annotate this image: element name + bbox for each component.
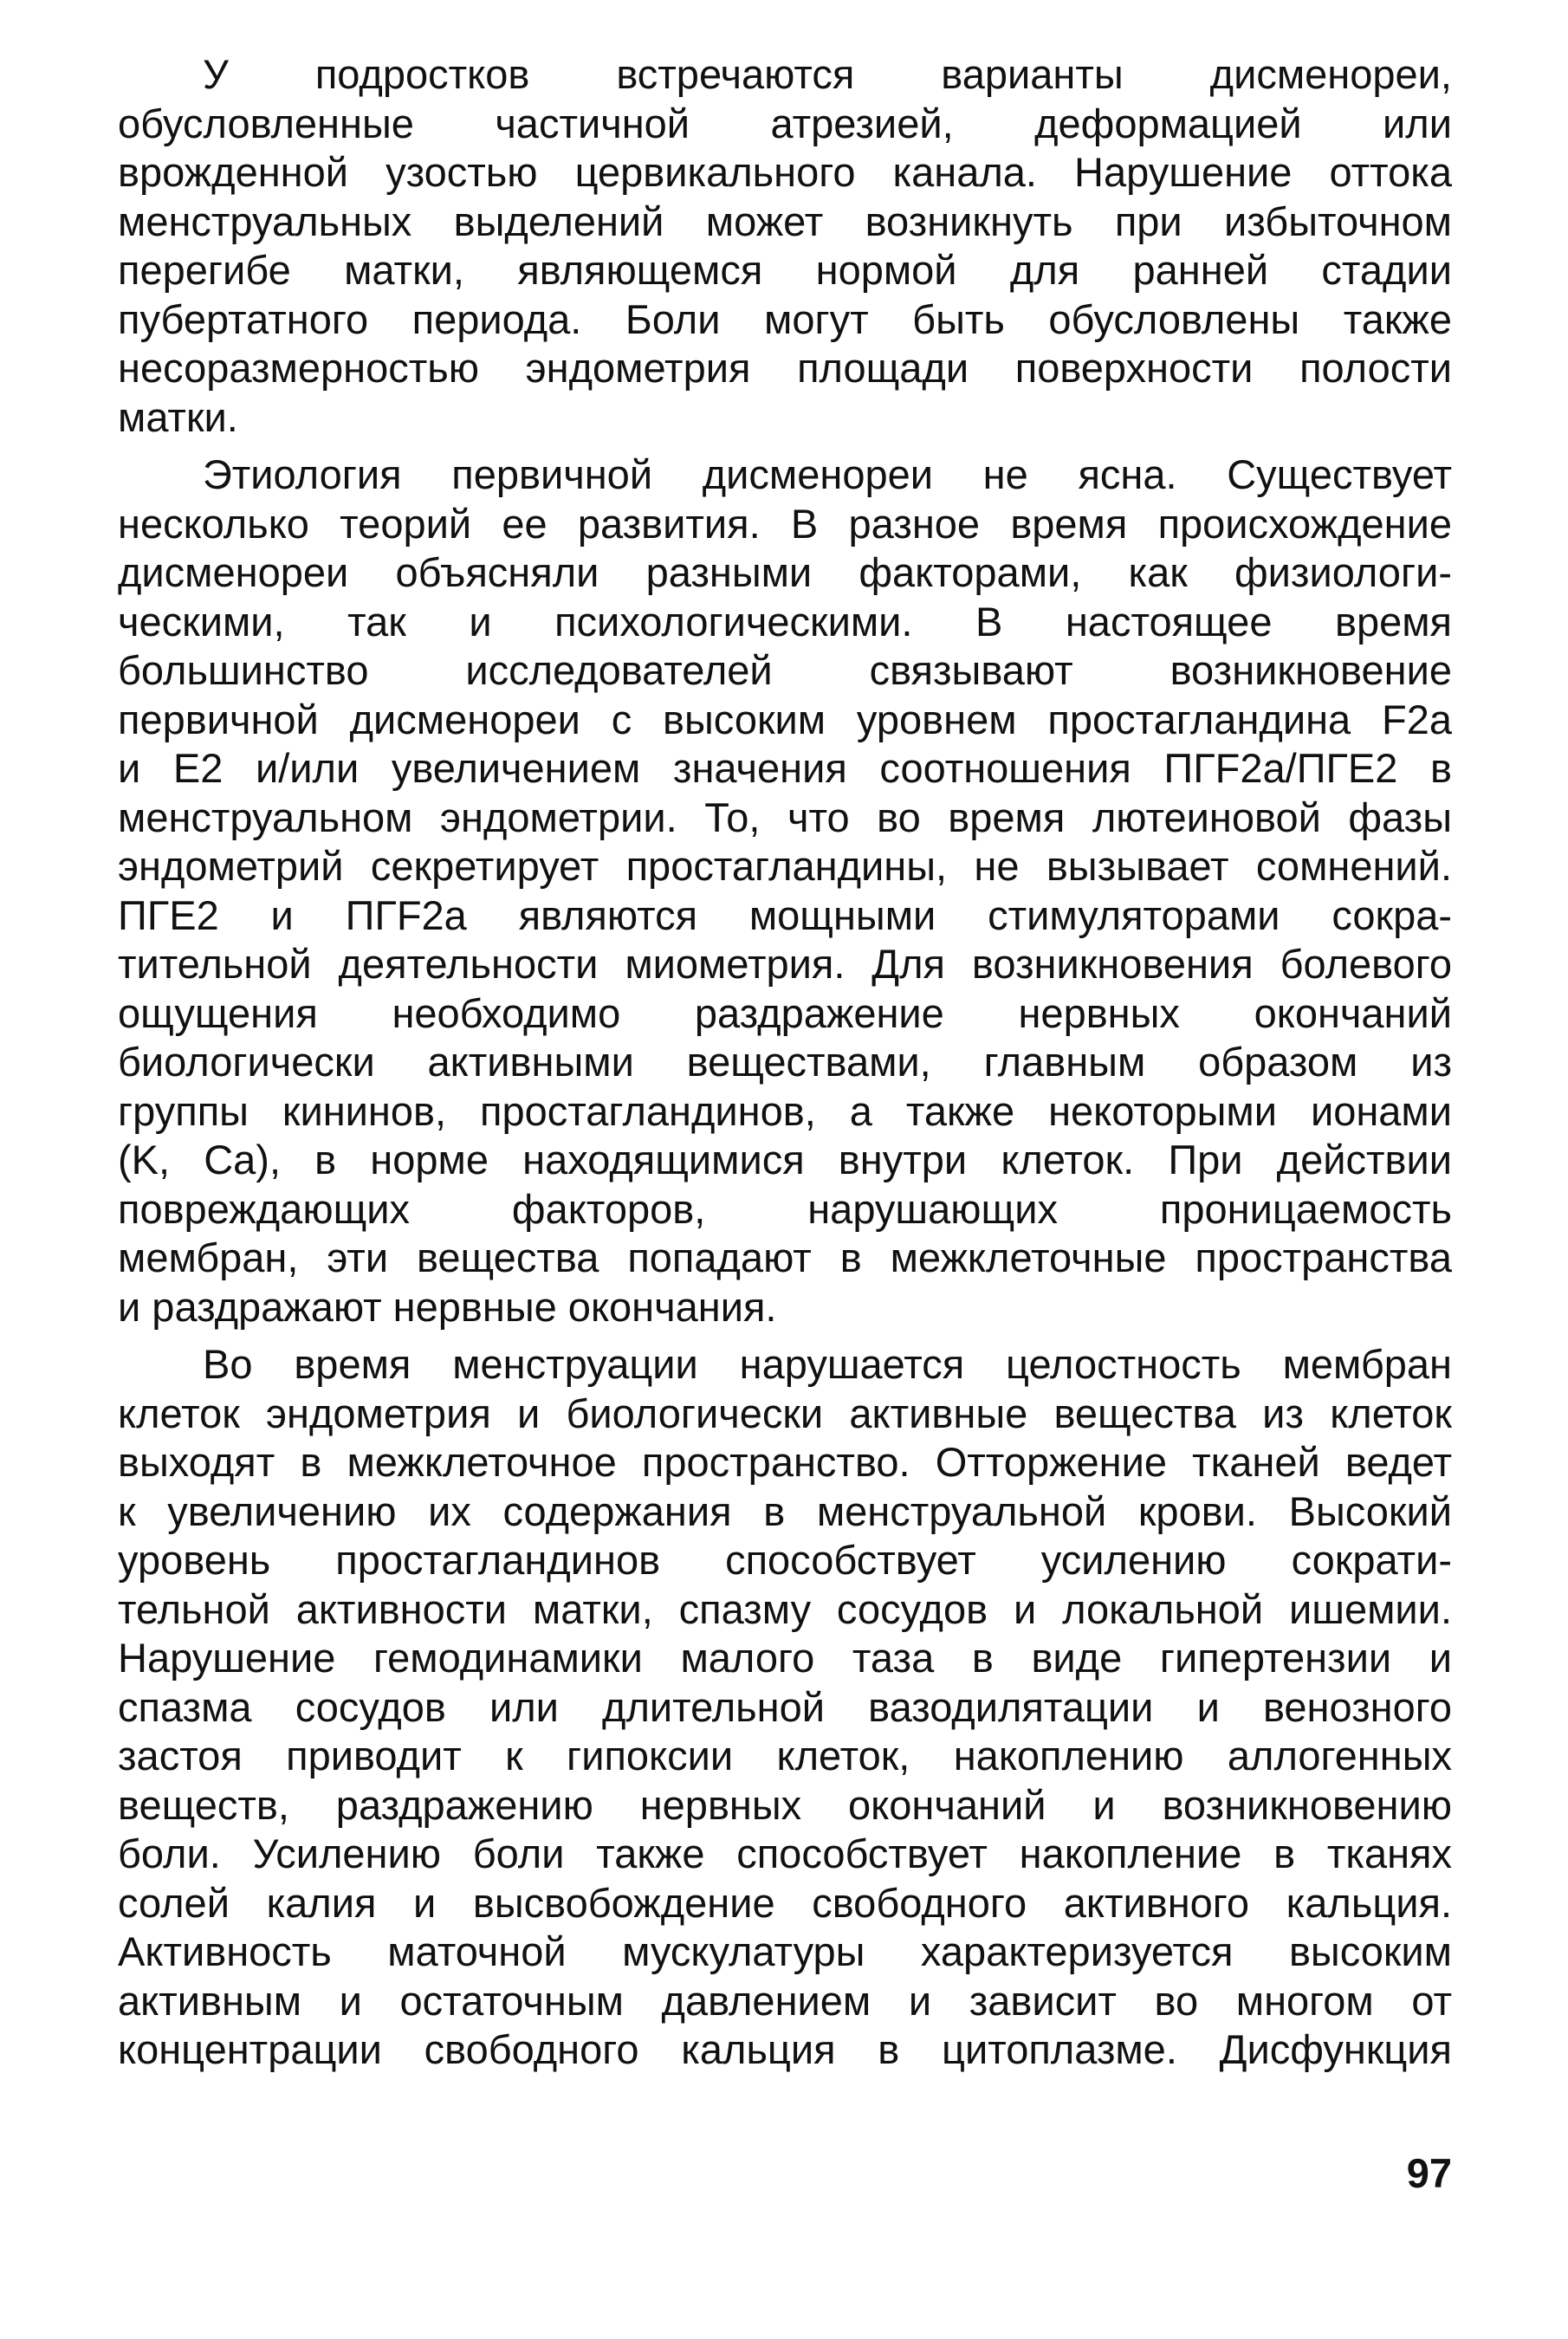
text-line: боли. Усилению боли также способствует накопление в тканях	[118, 1830, 1452, 1876]
text-line: клеток эндометрия и биологически активные вещества из клеток	[118, 1390, 1452, 1436]
text-line: врожденной узостью цервикального канала. Нарушение оттока	[118, 149, 1452, 195]
text-line: активным и остаточным давлением и зависит во многом от	[118, 1977, 1452, 2024]
text-line: пубертатного периода. Боли могут быть обусловлены также	[118, 295, 1452, 342]
text-line: застоя приводит к гипоксии клеток, накоплению аллогенных	[118, 1733, 1452, 1779]
text-line: повреждающих факторов, нарушающих проницаемость	[118, 1185, 1452, 1232]
text-line: ческими, так и психологическими. В настоящее время	[118, 598, 1452, 645]
text-line: ПГЕ2 и ПГF2a являются мощными стимуляторами сокра-	[118, 891, 1452, 938]
text-line: группы кининов, простагландинов, а также некоторыми ионами	[118, 1087, 1452, 1134]
text-line: тельной активности матки, спазму сосудов и локальной ишемии.	[118, 1585, 1452, 1632]
text-line: перегибе матки, являющемся нормой для ранней стадии	[118, 247, 1452, 293]
page-number: 97	[1406, 2150, 1452, 2196]
text-line: менструальных выделений может возникнуть при избыточном	[118, 198, 1452, 244]
text-line: обусловленные частичной атрезией, деформацией или	[118, 100, 1452, 146]
text-line: ощущения необходимо раздражение нервных окончаний	[118, 989, 1452, 1036]
text-line: уровень простагландинов способствует усилению сократи-	[118, 1537, 1452, 1583]
paragraph-3	[118, 1340, 1452, 2075]
text-line: Во время менструации нарушается целостность мембран	[203, 1341, 1452, 1387]
paragraph-1	[118, 50, 1452, 442]
text-line: первичной дисменореи с высоким уровнем простагландина F2a	[118, 696, 1452, 742]
text-line: солей калия и высвобождение свободного активного кальция.	[118, 1879, 1452, 1926]
text-line: веществ, раздражению нервных окончаний и возникновению	[118, 1781, 1452, 1828]
text-line: и E2 и/или увеличением значения соотношения ПГF2a/ПГЕ2 в	[118, 745, 1452, 791]
text-line: Этиология первичной дисменореи не ясна. Существует	[203, 451, 1452, 497]
text-line: менструальном эндометрии. То, что во время лютеиновой фазы	[118, 794, 1452, 840]
text-line: Активность маточной мускулатуры характеризуется высоким	[118, 1928, 1452, 1974]
text-line: эндометрий секретирует простагландины, не вызывает сомнений.	[118, 843, 1452, 889]
body-text	[118, 50, 1452, 2075]
text-line: тительной деятельности миометрия. Для возникновения болевого	[118, 941, 1452, 987]
text-line: несоразмерностью эндометрия площади поверхности полости	[118, 345, 1452, 391]
text-line: к увеличению их содержания в менструальной крови. Высокий	[118, 1487, 1452, 1534]
text-line: концентрации свободного кальция в цитоплазме. Дисфункция	[118, 2026, 1452, 2072]
text-line: У подростков встречаются варианты дисменореи,	[203, 51, 1452, 97]
text-line: мембран, эти вещества попадают в межклеточные пространства	[118, 1234, 1452, 1280]
text-line: выходят в межклеточное пространство. Отторжение тканей ведет	[118, 1439, 1452, 1485]
text-line: биологически активными веществами, главным образом из	[118, 1039, 1452, 1085]
text-line: и раздражают нервные окончания.	[118, 1283, 777, 1330]
text-line: несколько теорий ее развития. В разное время происхождение	[118, 500, 1452, 547]
text-line: спазма сосудов или длительной вазодилятации и венозного	[118, 1683, 1452, 1730]
text-line: дисменореи объясняли разными факторами, как физиологи-	[118, 549, 1452, 595]
text-line: (K, Ca), в норме находящимися внутри клеток. При действии	[118, 1137, 1452, 1182]
text-line: большинство исследователей связывают возникновение	[118, 647, 1452, 693]
text-line: Нарушение гемодинамики малого таза в виде гипертензии и	[118, 1635, 1452, 1681]
text-line: матки.	[118, 393, 238, 440]
paragraph-2	[118, 450, 1452, 1331]
